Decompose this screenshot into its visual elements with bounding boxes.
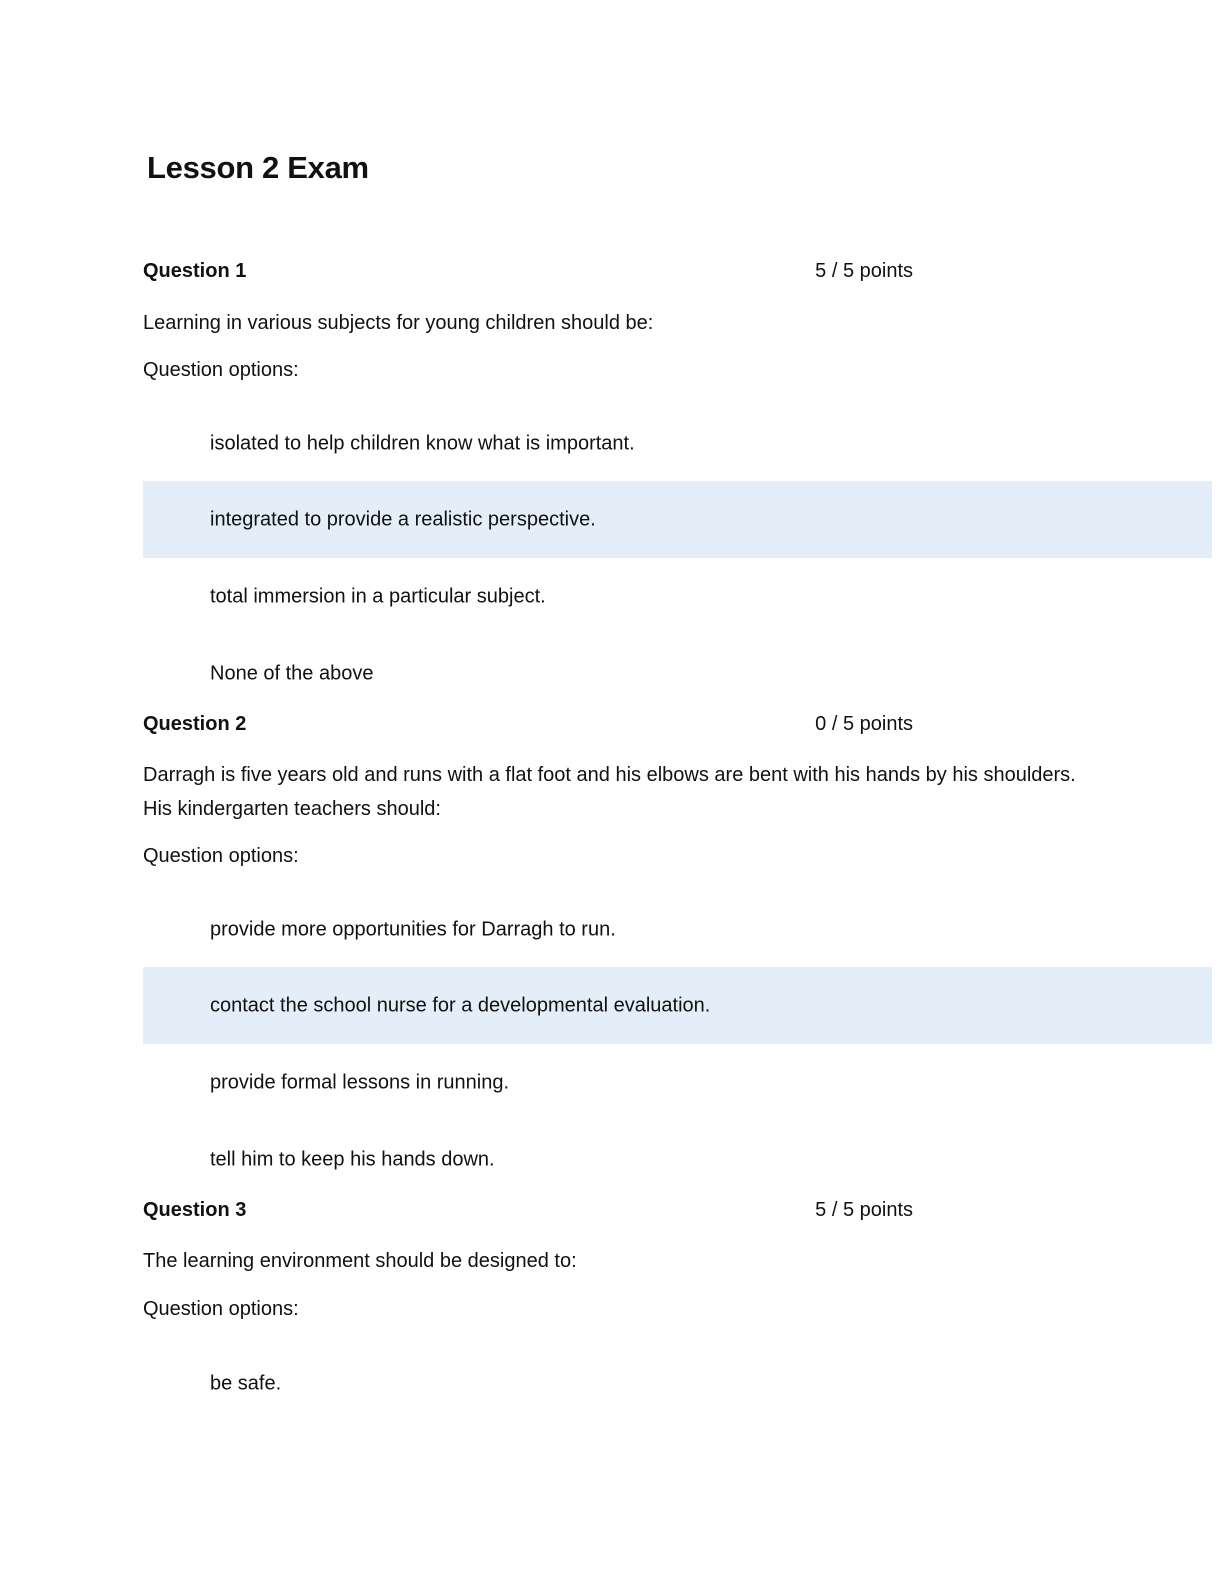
answer-option-text: integrated to provide a realistic perspective. [210, 508, 596, 530]
answer-option[interactable] [143, 405, 1212, 482]
question-points: 0 / 5 points [815, 713, 913, 735]
answer-option[interactable] [143, 1121, 1212, 1198]
answer-option-text: be safe. [210, 1372, 282, 1394]
question-1-header [143, 260, 913, 290]
question-label: Question 1 [143, 260, 247, 282]
question-points: 5 / 5 points [815, 1199, 913, 1221]
question-options-label: Question options: [143, 845, 299, 867]
answer-option-selected[interactable] [143, 481, 1212, 558]
answer-option-text: tell him to keep his hands down. [210, 1148, 495, 1170]
answer-option[interactable] [143, 1044, 1212, 1121]
answer-option[interactable] [143, 635, 1212, 712]
question-label: Question 3 [143, 1199, 247, 1221]
answer-option[interactable] [143, 558, 1212, 635]
question-label: Question 2 [143, 713, 247, 735]
answer-option-text: total immersion in a particular subject. [210, 585, 546, 607]
answer-option[interactable] [143, 891, 1212, 968]
answer-option-text: contact the school nurse for a developmental evaluation. [210, 994, 711, 1016]
question-options-label: Question options: [143, 1298, 299, 1320]
question-text: Darragh is five years old and runs with a flat foot and his elbows are bent with his hands by his shoulders. His kindergarten teachers should: [143, 764, 1076, 820]
page-title: Lesson 2 Exam [147, 150, 369, 185]
question-text: The learning environment should be designed to: [143, 1250, 577, 1272]
question-points: 5 / 5 points [815, 260, 913, 282]
question-text: Learning in various subjects for young children should be: [143, 312, 654, 334]
answer-option-selected[interactable] [143, 967, 1212, 1044]
answer-option-text: provide more opportunities for Darragh to run. [210, 918, 616, 940]
answer-option-text: provide formal lessons in running. [210, 1071, 510, 1093]
answer-option-text: isolated to help children know what is important. [210, 432, 635, 454]
question-2-header [143, 713, 913, 743]
question-3-header [143, 1199, 913, 1229]
question-options-label: Question options: [143, 359, 299, 381]
answer-option[interactable] [143, 1345, 1212, 1422]
answer-option-text: None of the above [210, 662, 374, 684]
